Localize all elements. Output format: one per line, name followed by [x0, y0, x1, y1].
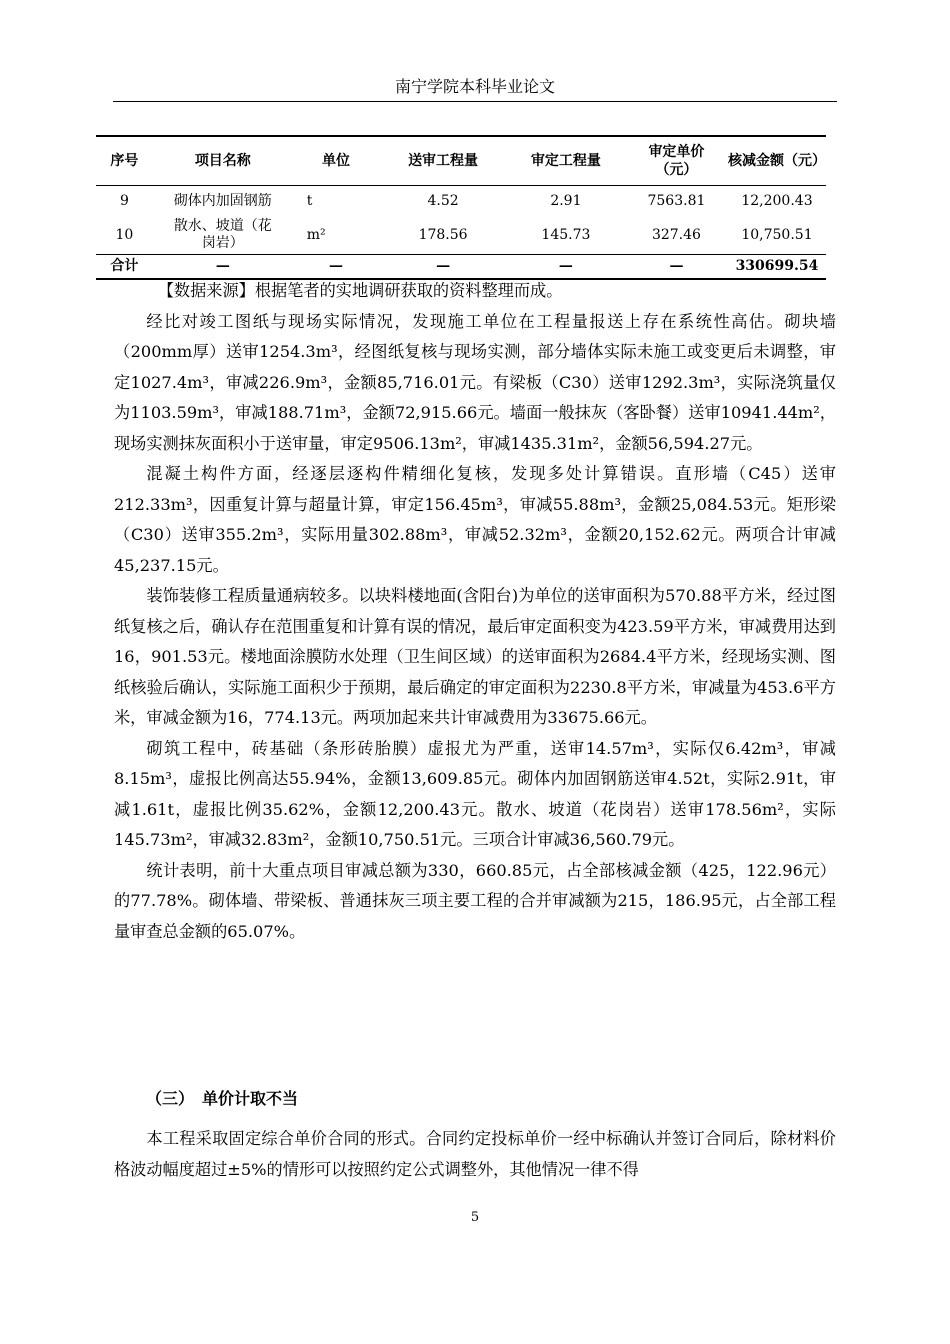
table-cell: —: [153, 255, 293, 280]
table-cell: —: [507, 255, 625, 280]
table-header-cell: 审定工程量: [507, 136, 625, 186]
table-cell: 砌体内加固钢筋: [173, 192, 272, 209]
section-heading: （三） 单价计取不当: [146, 1089, 299, 1108]
table-row: [96, 186, 826, 217]
table-cell: t: [306, 192, 313, 209]
source-note: 【数据来源】根据笔者的实地调研获取的资料整理而成。: [157, 281, 563, 300]
table-cell: —: [293, 255, 379, 280]
table-header-cell: 单位: [293, 136, 379, 186]
table-cell: 9: [119, 192, 129, 209]
table-header-row: [96, 136, 826, 186]
body-text: [114, 276, 836, 947]
body-text-continued: [114, 1124, 836, 1185]
paragraph: 本工程采取固定综合单价合同的形式。合同约定投标单价一经中标确认并签订合同后，除材料价格波动幅度超过±5%的情形可以按照约定公式调整外，其他情况一律不得: [114, 1129, 836, 1179]
table-cell: 145.73: [541, 226, 591, 243]
paragraph: 混凝土构件方面，经逐层逐构件精细化复核，发现多处计算错误。直形墙（C45）送审212.33m³，因重复计算与超量计算，审定156.45m³，审减55.88m³，金额25,084.53元。矩形梁（C30）送审355.2m³，实际用量302.88m³，审减52.32m³，金额20,152.62元。两项合计审减45,237.15元。: [114, 464, 836, 575]
table-cell: 4.52: [427, 192, 459, 209]
table-cell: 327.46: [651, 226, 701, 243]
page-number: 5: [470, 1210, 480, 1225]
table-header-cell: 序号: [96, 136, 153, 186]
running-header: 南宁学院本科毕业论文: [394, 77, 555, 96]
table-cell: 330699.54: [728, 255, 826, 280]
table-header-cell: 核减金额（元）: [728, 136, 826, 186]
table-cell: 178.56: [418, 226, 468, 243]
table-cell: 10,750.51: [741, 226, 813, 243]
paragraph: 砌筑工程中，砖基础（条形砖胎膜）虚报尤为严重，送审14.57m³，实际仅6.42m³，审减8.15m³，虚报比例高达55.94%，金额13,609.85元。砌体内加固钢筋送审4.52t，实际2.91t，审减1.61t，虚报比例35.62%，金额12,200.43元。散水、坡道（花岗岩）送审178.56m²，实际145.73m²，审减32.83m²，金额10,750.51元。三项合计审减36,560.79元。: [114, 738, 836, 849]
table-header-cell: 审定单价（元）: [625, 136, 728, 186]
cost-reduction-table: [96, 135, 826, 280]
table-cell: 10: [115, 226, 134, 243]
paragraph: 装饰装修工程质量通病较多。以块料楼地面(含阳台)为单位的送审面积为570.88平方米，经过图纸复核之后，确认存在范围重复和计算有误的情况，最后审定面积变为423.59平方米，审减费用达到16，901.53元。楼地面涂膜防水处理（卫生间区域）的送审面积为2684.4平方米，经现场实测、图纸核验后确认，实际施工面积少于预期，最后确定的审定面积为2230.8平方米，审减量为453.6平方米，审减金额为16，774.13元。两项加起来共计审减费用为33675.66元。: [114, 586, 836, 727]
table-cell: 12,200.43: [741, 192, 813, 209]
paragraph: 统计表明，前十大重点项目审减总额为330，660.85元，占全部核减金额（425，122.96元）的77.78%。砌体墙、带梁板、普通抹灰三项主要工程的合并审减额为215，186.95元，占全部工程量审查总金额的65.07%。: [114, 860, 836, 941]
table-cell: 2.91: [550, 192, 582, 209]
table-cell: 7563.81: [647, 192, 706, 209]
paragraph: 经比对竣工图纸与现场实际情况，发现施工单位在工程量报送上存在系统性高估。砌块墙（200mm厚）送审1254.3m³，经图纸复核与现场实测，部分墙体实际未施工或变更后未调整，审定1027.4m³，审减226.9m³，金额85,716.01元。有梁板（C30）送审1292.3m³，实际浇筑量仅为1103.59m³，审减188.71m³，金额72,915.66元。墙面一般抹灰（客卧餐）送审10941.44m²，现场实测抹灰面积小于送审量，审定9506.13m²，审减1435.31m²，金额56,594.27元。: [114, 311, 836, 453]
table-cell: —: [625, 255, 728, 280]
table-header-cell: 项目名称: [153, 136, 293, 186]
header-rule: [113, 101, 837, 102]
table-row: [96, 216, 826, 255]
table-cell: m²: [306, 226, 326, 243]
table-cell: 散水、坡道（花岗岩）: [173, 218, 272, 251]
table-header-cell: 送审工程量: [379, 136, 507, 186]
table-cell: 合计: [96, 255, 153, 280]
table-cell: —: [379, 255, 507, 280]
